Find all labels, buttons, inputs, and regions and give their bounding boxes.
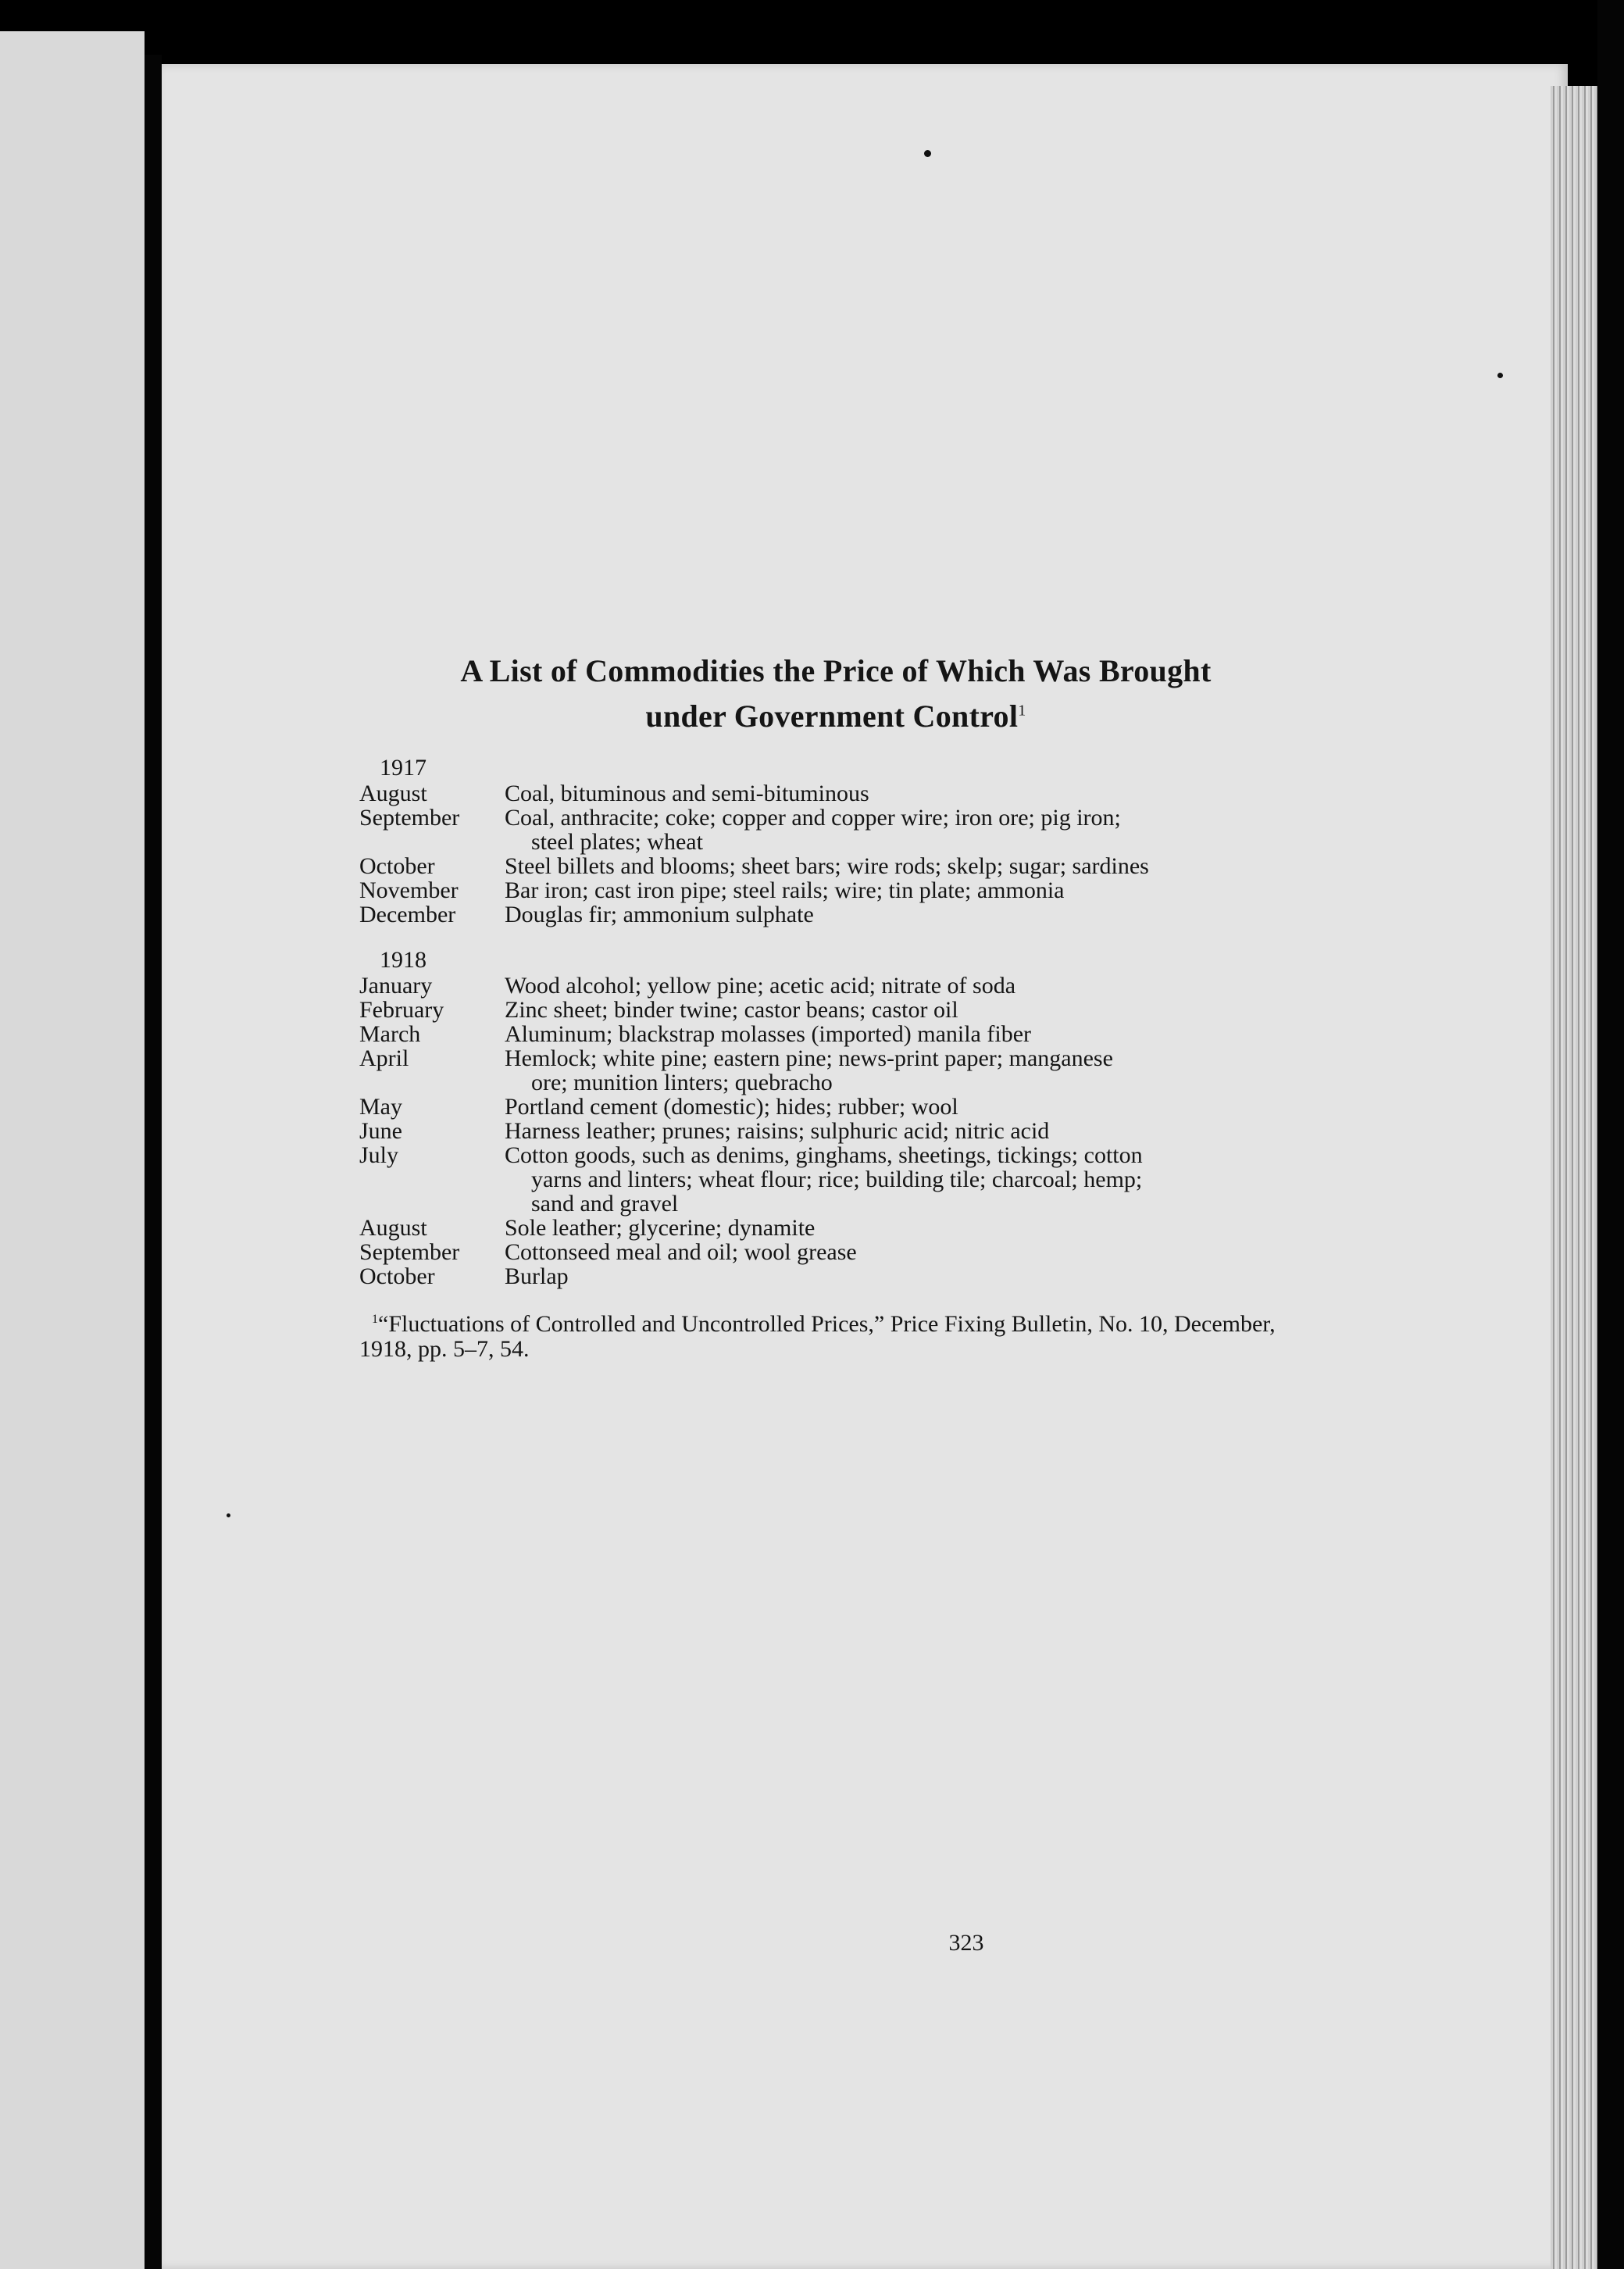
footnote-marker: 1: [372, 1313, 378, 1326]
month-label: September: [359, 1239, 460, 1265]
adjacent-page: [0, 31, 145, 2269]
commodity-items: Burlap: [505, 1263, 569, 1289]
month-label: August: [359, 781, 427, 806]
month-label: July: [359, 1142, 399, 1168]
dust-speck: [924, 150, 931, 157]
commodity-items: [505, 1143, 1312, 1216]
month-label: December: [359, 902, 456, 927]
commodity-items: Cottonseed meal and oil; wool grease: [505, 1239, 857, 1265]
page-title: [359, 649, 1312, 739]
month-label: March: [359, 1021, 421, 1047]
list-item: [359, 974, 1312, 998]
commodity-items: Zinc sheet; binder twine; castor beans; castor oil: [505, 997, 958, 1023]
list-item: [359, 1143, 1312, 1216]
title-footnote-marker: 1: [1018, 702, 1026, 720]
month-label: April: [359, 1045, 409, 1071]
commodity-items-line: Hemlock; white pine; eastern pine; news-print paper; manganese: [505, 1045, 1113, 1071]
commodity-items: Sole leather; glycerine; dynamite: [505, 1215, 816, 1241]
commodity-items: Bar iron; cast iron pipe; steel rails; wire; tin plate; ammonia: [505, 877, 1065, 903]
month-label: November: [359, 877, 459, 903]
list-item: [359, 1264, 1312, 1288]
year-heading: 1917: [380, 755, 427, 781]
commodity-items: [505, 806, 1312, 854]
month-label: October: [359, 1263, 435, 1289]
list-item: [359, 1095, 1312, 1119]
dust-speck: [227, 1513, 230, 1517]
list-item: [359, 902, 1312, 927]
month-label: October: [359, 853, 435, 879]
list-item: [359, 1216, 1312, 1240]
list-item: [359, 1119, 1312, 1143]
title-line-1: A List of Commodities the Price of Which Was Brought: [460, 653, 1212, 688]
year-heading: 1918: [380, 947, 427, 973]
commodity-items: [505, 1046, 1312, 1095]
scan-border: [1597, 0, 1624, 2269]
list-item: [359, 1240, 1312, 1264]
list-item: [359, 1022, 1312, 1046]
month-label: September: [359, 805, 460, 831]
commodity-items-continuation: ore; munition linters; quebracho: [531, 1070, 833, 1095]
month-label: February: [359, 997, 444, 1023]
commodity-items: Coal, bituminous and semi-bituminous: [505, 781, 869, 806]
dust-speck: [1497, 373, 1503, 378]
page-stack-edges: [1551, 86, 1597, 2269]
section-1918: [359, 947, 1312, 1288]
commodity-items: Wood alcohol; yellow pine; acetic acid; nitrate of soda: [505, 973, 1016, 999]
footnote: [359, 1312, 1312, 1362]
page-number: 323: [948, 1930, 984, 1956]
month-label: January: [359, 973, 433, 999]
commodity-items-continuation: sand and gravel: [531, 1191, 679, 1217]
list-item: [359, 854, 1312, 878]
commodity-items: Harness leather; prunes; raisins; sulphuric acid; nitric acid: [505, 1118, 1050, 1144]
commodity-items-line: Coal, anthracite; coke; copper and copper wire; iron ore; pig iron;: [505, 805, 1121, 831]
list-item: [359, 1046, 1312, 1095]
commodity-items: Douglas fir; ammonium sulphate: [505, 902, 814, 927]
commodity-items-line: Cotton goods, such as denims, ginghams, sheetings, tickings; cotton: [505, 1142, 1143, 1168]
title-line-2: [359, 694, 1312, 739]
month-label: May: [359, 1094, 402, 1120]
commodity-items: Portland cement (domestic); hides; rubber; wool: [505, 1094, 958, 1120]
list-item: [359, 781, 1312, 806]
footnote-text: “Fluctuations of Controlled and Uncontrolled Prices,” Price Fixing Bulletin, No. 10, December, 1918, pp. 5–7, 54.: [359, 1311, 1276, 1362]
list-item: [359, 806, 1312, 854]
commodity-items: Steel billets and blooms; sheet bars; wire rods; skelp; sugar; sardines: [505, 853, 1149, 879]
title-line-2-text: under Government Control: [645, 699, 1019, 734]
commodity-items-continuation: steel plates; wheat: [531, 829, 703, 855]
commodity-items: Aluminum; blackstrap molasses (imported) manila fiber: [505, 1021, 1032, 1047]
list-item: [359, 998, 1312, 1022]
month-label: August: [359, 1215, 427, 1241]
month-label: June: [359, 1118, 402, 1144]
book-gutter: [145, 55, 162, 2269]
document-page: [162, 64, 1568, 2269]
commodity-list: [359, 649, 1312, 1362]
commodity-items-continuation: yarns and linters; wheat flour; rice; building tile; charcoal; hemp;: [531, 1167, 1143, 1192]
list-item: [359, 878, 1312, 902]
section-1917: [359, 755, 1312, 927]
